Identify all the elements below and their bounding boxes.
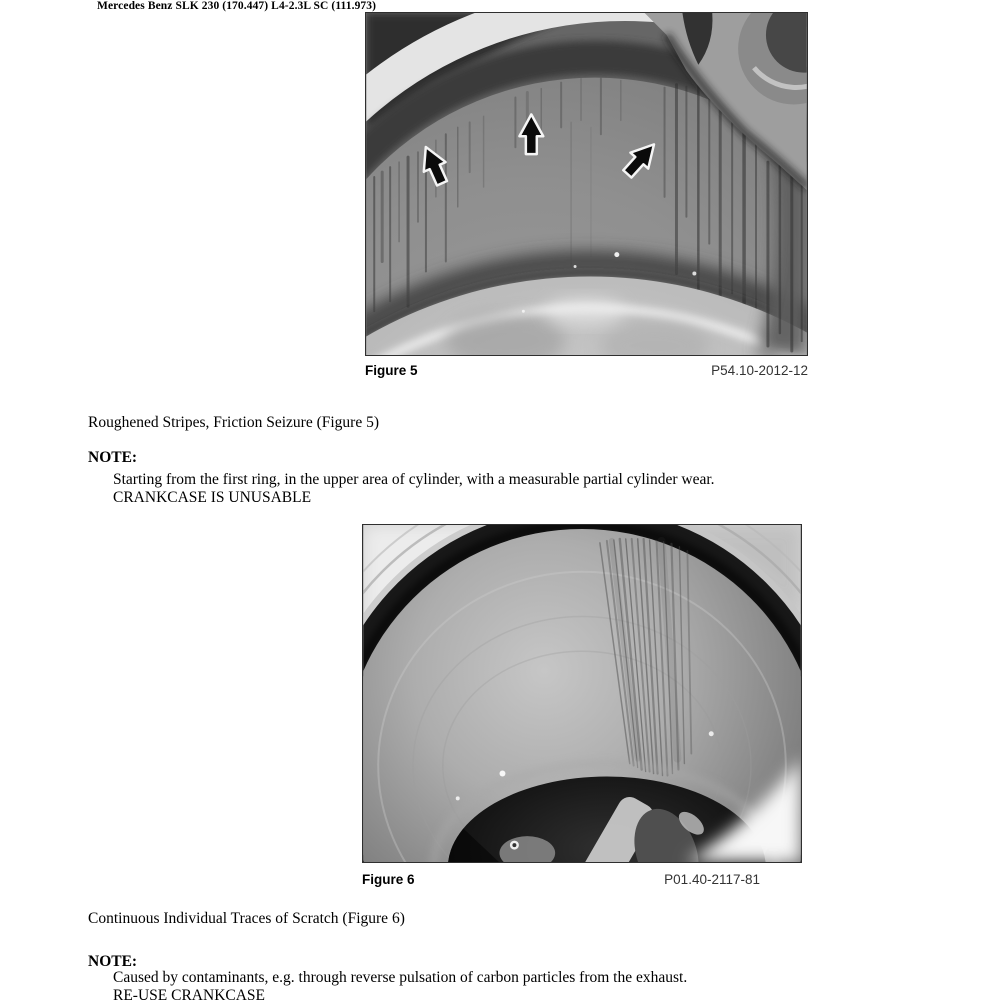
section6-note-label: NOTE: [88, 953, 138, 970]
figure5-photo [365, 12, 808, 356]
section6-heading: Continuous Individual Traces of Scratch (Figure 6) [88, 910, 405, 927]
section5-conclusion: CRANKCASE IS UNUSABLE [113, 489, 312, 506]
section6-conclusion: RE-USE CRANKCASE [113, 987, 266, 1003]
section5-heading: Roughened Stripes, Friction Seizure (Figure 5) [88, 414, 380, 431]
figure5-code: P54.10-2012-12 [711, 363, 808, 378]
figure6-code: P01.40-2117-81 [664, 872, 760, 887]
section5-note-body: Starting from the first ring, in the upper area of cylinder, with a measurable partial cylinder wear. [113, 471, 715, 488]
figure6-caption [362, 871, 802, 889]
figure5-caption [365, 362, 808, 380]
section5-note-label: NOTE: [88, 449, 138, 466]
figure6-photo [362, 524, 802, 863]
cylinder-bore-scratches-image [363, 525, 801, 862]
section6-note-body: Caused by contaminants, e.g. through reverse pulsation of carbon particles from the exhaust. [113, 969, 688, 986]
figure5-label: Figure 5 [365, 363, 418, 378]
figure6-label: Figure 6 [362, 872, 415, 887]
cylinder-bore-stripes-image [366, 13, 807, 355]
page-title: Mercedes Benz SLK 230 (170.447) L4-2.3L SC (111.973) [97, 0, 377, 12]
